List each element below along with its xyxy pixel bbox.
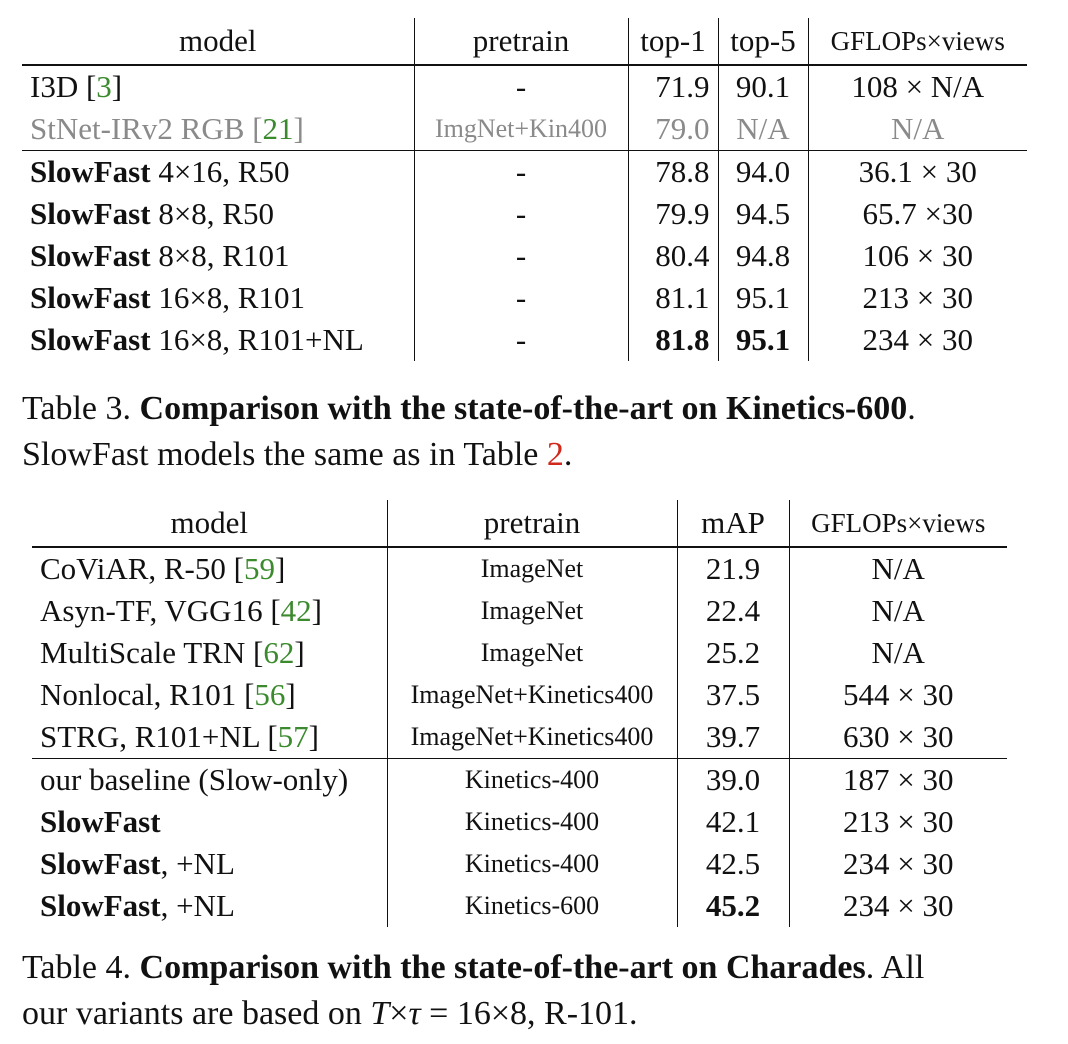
top1-cell: 78.8 <box>628 151 718 194</box>
caption-title: Comparison with the state-of-the-art on Charades <box>139 949 866 986</box>
model-config: , +NL <box>160 846 235 881</box>
model-name-bold: SlowFast <box>40 804 161 839</box>
model-cell: I3D [3] <box>22 65 414 108</box>
model-cell: CoViAR, R-50 [59] <box>32 547 387 590</box>
pretrain-cell: - <box>414 151 628 194</box>
model-config: 16×8, R101 <box>150 280 305 315</box>
citation-link[interactable]: 59 <box>243 551 275 586</box>
model-name: StNet-IRv2 RGB <box>30 111 245 146</box>
top5-cell: 94.5 <box>718 193 808 235</box>
col-header-model: model <box>22 18 414 65</box>
gflops-cell: 108 × N/A <box>851 69 985 104</box>
table-row <box>22 108 1027 151</box>
table-row <box>22 319 1027 361</box>
pretrain-cell: ImageNet <box>387 632 677 674</box>
table-3 <box>22 18 1027 361</box>
gflops-cell: 234 × 30 <box>843 846 954 881</box>
top5-cell: 95.1 <box>718 277 808 319</box>
caption-text: our variants are based on <box>22 995 371 1032</box>
table-row <box>32 843 1007 885</box>
gflops-cell: 106 × 30 <box>862 238 973 273</box>
model-cell: MultiScale TRN [62] <box>32 632 387 674</box>
citation-link[interactable]: 57 <box>277 719 309 754</box>
top1-cell: 79.9 <box>628 193 718 235</box>
col-header-pretrain: pretrain <box>414 18 628 65</box>
table-row <box>32 759 1007 802</box>
model-cell <box>22 193 414 235</box>
table-row <box>32 632 1007 674</box>
top5-cell: 94.0 <box>718 151 808 194</box>
model-name-bold: SlowFast <box>30 238 151 273</box>
model-name: STRG, R101+NL <box>40 719 260 754</box>
gflops-cell: N/A <box>871 593 925 628</box>
model-name-bold: SlowFast <box>30 280 151 315</box>
top1-cell: 81.8 <box>628 319 718 361</box>
table-row <box>32 801 1007 843</box>
top5-cell: 95.1 <box>718 319 808 361</box>
col-header-gflops: GFLOPs×views <box>789 500 1007 547</box>
gflops-cell: N/A <box>871 551 925 586</box>
pretrain-cell: Kinetics-400 <box>387 759 677 802</box>
table-row <box>32 674 1007 716</box>
table-4 <box>32 500 1007 927</box>
math-times: × <box>389 995 409 1032</box>
pretrain-cell: Kinetics-600 <box>387 885 677 927</box>
model-name: Asyn-TF, VGG16 <box>40 593 263 628</box>
col-header-gflops: GFLOPs×views <box>808 18 1027 65</box>
caption-title-end: . All <box>865 949 925 986</box>
table-3-caption <box>22 386 916 478</box>
model-name: CoViAR, R-50 <box>40 551 226 586</box>
top5-cell: N/A <box>718 108 808 151</box>
caption-title-end: . <box>907 390 916 427</box>
model-config: , +NL <box>160 888 235 923</box>
gflops-cell: 234 × 30 <box>843 888 954 923</box>
map-cell: 42.1 <box>677 801 789 843</box>
citation-link[interactable]: 62 <box>263 635 295 670</box>
pretrain-cell: - <box>414 277 628 319</box>
top1-cell: 81.1 <box>628 277 718 319</box>
table-row <box>32 590 1007 632</box>
model-cell <box>32 801 387 843</box>
col-header-top1: top-1 <box>628 18 718 65</box>
math-tau: τ <box>408 995 421 1032</box>
table-row <box>22 193 1027 235</box>
caption-text-end: . <box>563 436 573 473</box>
model-cell: Nonlocal, R101 [56] <box>32 674 387 716</box>
model-cell: StNet-IRv2 RGB [21] <box>22 108 414 151</box>
map-cell: 42.5 <box>677 843 789 885</box>
map-cell: 39.0 <box>677 759 789 802</box>
pretrain-cell: ImageNet <box>387 547 677 590</box>
model-cell: our baseline (Slow-only) <box>32 759 387 802</box>
table-row <box>22 277 1027 319</box>
gflops-cell: N/A <box>891 111 945 146</box>
table-row <box>22 151 1027 194</box>
model-name-bold: SlowFast <box>40 846 161 881</box>
math-equation: = 16×8 <box>420 995 528 1032</box>
model-config: 8×8, R50 <box>150 196 274 231</box>
gflops-cell: 544 × 30 <box>843 677 954 712</box>
citation-link[interactable]: 42 <box>280 593 312 628</box>
model-cell: Asyn-TF, VGG16 [42] <box>32 590 387 632</box>
model-name: MultiScale TRN <box>40 635 246 670</box>
table-row <box>22 235 1027 277</box>
model-name-bold: SlowFast <box>30 322 151 357</box>
model-cell <box>32 885 387 927</box>
map-cell: 25.2 <box>677 632 789 674</box>
table-3-header-row <box>22 18 1027 65</box>
table-4-caption <box>22 945 924 1037</box>
col-header-map: mAP <box>677 500 789 547</box>
pretrain-cell: - <box>414 65 628 108</box>
model-config: 16×8, R101+NL <box>150 322 364 357</box>
table-row <box>22 65 1027 108</box>
map-cell: 22.4 <box>677 590 789 632</box>
model-cell <box>22 277 414 319</box>
model-name: Nonlocal, R101 <box>40 677 237 712</box>
caption-title: Comparison with the state-of-the-art on Kinetics-600 <box>139 390 908 427</box>
table-row <box>32 885 1007 927</box>
model-name-bold: SlowFast <box>30 154 151 189</box>
math-T: T <box>370 995 390 1032</box>
gflops-cell: 36.1 × 30 <box>808 151 1027 194</box>
top1-cell: 80.4 <box>628 235 718 277</box>
model-name: I3D <box>30 69 79 104</box>
top1-cell: 71.9 <box>628 65 718 108</box>
pretrain-cell: Kinetics-400 <box>387 801 677 843</box>
citation-link[interactable]: 21 <box>262 111 294 146</box>
pretrain-cell: ImageNet+Kinetics400 <box>387 674 677 716</box>
pretrain-cell: - <box>414 235 628 277</box>
top1-cell: 79.0 <box>628 108 718 151</box>
gflops-cell: 213 × 30 <box>843 804 954 839</box>
model-config: 8×8, R101 <box>150 238 290 273</box>
col-header-model: model <box>32 500 387 547</box>
model-cell: STRG, R101+NL [57] <box>32 716 387 759</box>
top5-cell: 94.8 <box>718 235 808 277</box>
map-cell: 45.2 <box>677 885 789 927</box>
caption-prefix: Table 4. <box>22 949 140 986</box>
map-cell: 21.9 <box>677 547 789 590</box>
gflops-cell: 234 × 30 <box>862 322 973 357</box>
gflops-cell: N/A <box>871 635 925 670</box>
pretrain-cell: ImageNet+Kinetics400 <box>387 716 677 759</box>
gflops-cell: 187 × 30 <box>789 759 1007 802</box>
gflops-cell: 630 × 30 <box>843 719 954 754</box>
caption-text-end: , R-101. <box>527 995 638 1032</box>
gflops-cell: 65.7 ×30 <box>862 196 973 231</box>
pretrain-cell: - <box>414 319 628 361</box>
model-config: 4×16, R50 <box>150 154 290 189</box>
top5-cell: 90.1 <box>718 65 808 108</box>
col-header-pretrain: pretrain <box>387 500 677 547</box>
table-4-header-row <box>32 500 1007 547</box>
pretrain-cell: - <box>414 193 628 235</box>
model-cell <box>22 235 414 277</box>
model-cell <box>22 319 414 361</box>
model-name-bold: SlowFast <box>40 888 161 923</box>
map-cell: 37.5 <box>677 674 789 716</box>
caption-prefix: Table 3. <box>22 390 140 427</box>
pretrain-cell: ImgNet+Kin400 <box>414 108 628 151</box>
pretrain-cell: ImageNet <box>387 590 677 632</box>
caption-text: SlowFast models the same as in Table <box>22 436 547 473</box>
table-row <box>32 716 1007 759</box>
col-header-top5: top-5 <box>718 18 808 65</box>
table-row <box>32 547 1007 590</box>
gflops-cell: 213 × 30 <box>862 280 973 315</box>
table-ref-link[interactable]: 2 <box>546 436 564 473</box>
pretrain-cell: Kinetics-400 <box>387 843 677 885</box>
model-cell <box>22 151 414 194</box>
map-cell: 39.7 <box>677 716 789 759</box>
citation-link[interactable]: 56 <box>254 677 286 712</box>
model-name-bold: SlowFast <box>30 196 151 231</box>
model-cell <box>32 843 387 885</box>
citation-link[interactable]: 3 <box>96 69 112 104</box>
